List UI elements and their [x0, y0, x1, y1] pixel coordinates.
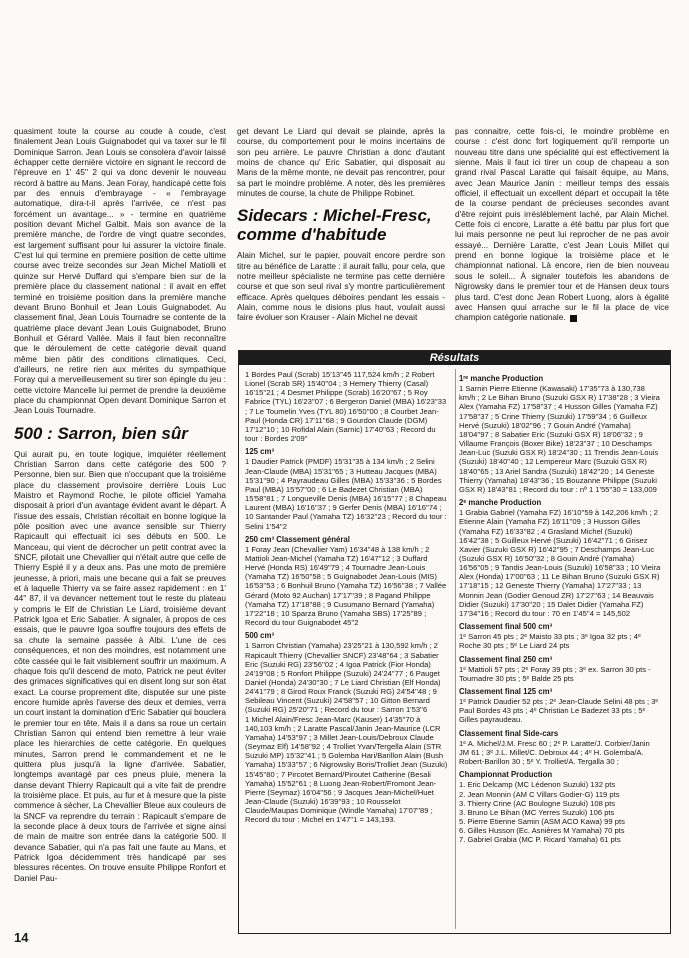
results-section: [459, 374, 662, 494]
article-paragraph: Alain Michel, sur le papier, pouvait encore perdre son titre au bénéfice de Laratte : il aurait fallu, pour cela, que notre meilleur spécialiste ne termine pas cette dernière course et que son seul rival s'y montre particulièrement efficace. Après quelques déboires pendant les essais - Alain, comme nous le disions plus haut, voulait aussi faire évoluer son Krauser - Alain Michel ne devait: [237, 250, 445, 323]
results-section-heading: Classement final Side-cars: [459, 728, 559, 738]
article-text: pas connaitre, cette fois-ci, le moindre problème en course : c'est donc fort logiquement qu'il remporte un nouveau titre dans une spécialité qui est effectivement la sienne. Mais il faut ici tirer un coup de chapeau a son grand rival Pascal Laratte qui faisait équipe, au Mans, avec Jean Maurice Janin : meilleur temps des essais officiel, il effectuait un excellent départ et occupait la tête de la course pendant de précieuses secondes avant d'être rejoint puis irrésléblement laché, par Alain Michel. Cette fois ci encore, Laratte a été battu par plus fort que lui mais personne ne peut lui reprocher de ne pas avoir essayé... Dernière Laratte, c'est Jean Louis Millet qui prend en bonne logique la troisième place et le championnat national. Là encore, rien de bien nouveau sous le soleil... À signaler toutefois les abandons de Nigrowsky dans le premier tour et de Hansen deux tours plus tard. C'est donc Jean Robert Luong, alors à égalité avec Hansen quui arrache sur le fil la place de vice champion catégorie nationale.: [455, 126, 669, 323]
results-section-text: 1 Foray Jean (Chevallier Yam) 16'34''48 à 138 km/h ; 2 Mattioli Jean-Michel (Yamaha TZ) 16'47''12 ; 3 Duffard Hervé (Honda RS) 16'49''79 ; 4 Tournadre Jean-Louis (Yamaha TZ) 16'50''58 ; 5 Guignabodet Jean-Louis (MIS) 16'53''53 ; 6 Bonhuil Bruno (Yamaha TZ) 16'56''38 ; 7 Vallée Gérard (Moto 92 Auchan) 17'17''39 ; 8 Pagand Philippe (Yamaha TZ) 17'18''88 ; 9 Cusumano Bernard (Yamaha) 17'22''18 ; 10 Sparza Bruno (Yamaha SBS) 17'25''89 ; Record du tour Guignabodet 45''2: [245, 544, 447, 628]
results-section-text: 1ᵉ Mattioli 57 pts ; 2ᵉ Foray 39 pts ; 3ᵉ ex. Sarron 30 pts - Tournadre 30 pts ; 5ᵉ Balde 25 pts: [459, 664, 651, 683]
results-section-heading: Classement final 500 cm³: [459, 622, 553, 632]
results-section: [245, 631, 449, 714]
column-1: [14, 126, 226, 883]
article-paragraph: get devant Le Liard qui devait se plainde, après la course, du comportement pour le moins incertains de son peu arrière. Le pauvre Christian a donc d'autant moins de chance qu' Eric Sabatier, qui disposait au Mans de la même monte, ne devait pas rencontrer, pour sa part le moindre problème. A noter, dès les premières minutes de course, la chute de Philippe Robinet.: [237, 126, 445, 199]
results-section-text: 1 Bordes Paul (Scrab) 15'13''45 117,524 km/h ; 2 Robert Lionel (Scrab SR) 15'40''04 ; 3 Hemery Thierry (Casal) 16'15''21 ; 4 Desmet Philippe (Scrab) 16'20''67 ; 5 Roy Fabrice (TYL) 16'23''07 ; 6 Bergeron Daniel (MBA) 16'23''33 ; 7 Le Toumelin Yves (TYL 80) 16'50''00 ; 8 Courbet Jean-Paul (Honda CR) 17'11''68 ; 9 Gourdon Claude (DGM) 17'12''10 ; 10 Rofidal Alain (Sarnic) 17'40''63 ; Record du tour : Bordes 2'09'': [245, 370, 447, 444]
section-heading-sidecars: Sidecars : Michel-Fresc, comme d'habitude: [237, 206, 432, 245]
results-section-heading: Classement final 250 cm³: [459, 654, 553, 664]
results-section-text: 1. Eric Delcamp (MC Lédenon Suzuki) 132 pts 2. Jean Monnin (AM C Villars Godier-G) 119 pts 3. Thierry Crine (AC Boulogne Suzuki) 108 pts 3. Bruno Le Bihan (MC Yerres Suzuki) 106 pts 5. Pierre Etienne Samin (ASM ACO Kawa) 99 pts 6. Gilles Husson (Ec. Asnières M Yamaha) 70 pts 7. Gabriel Grabia (MC P. Ricard Yamaha) 61 pts: [459, 780, 625, 845]
results-section-heading: 125 cm³: [245, 447, 275, 457]
results-section-text: 1 Sarron Christian (Yamaha) 23'25''21 à 130,592 km/h ; 2 Rapicault Thierry (Chevallier SNCF) 23'48''64 ; 3 Sabatier Eric (Suzuki RG) 23'56''02 ; 4 Igoa Patrick (Fior Honda) 24'19''08 ; 5 Ronfort Philippe (Suzuki) 24'24''77 ; 6 Pauget Daniel (Honda) 24'30''30 ; 7 Le Liard Christian (Elf Honda) 24'41''79 ; 8 Girod Roux Franck (Suzuki RG) 24'54''48 ; 9 Sebileau Vincent (Suzuki) 24'58''57 ; 10 Gitton Bernard (Suzuki RG) 25'20''71 ; Record du tour : Sarron 1'53''6: [245, 641, 441, 715]
results-title-text: Résultats: [429, 352, 480, 364]
results-section: [245, 447, 449, 530]
results-section: [459, 622, 662, 650]
results-section: [245, 535, 449, 628]
results-section: [459, 655, 662, 683]
page-number: 14: [14, 930, 29, 945]
results-section-text: 1 Grabia Gabriel (Yamaha FZ) 16'10''59 à 142,206 km/h ; 2 Etienne Alain (Yamaha FZ) 16'11''09 ; 3 Husson Gilles (Yamaha FZ) 16'33''82 ; 4 Grasland Michel (Suzuki) 16'42''38 ; 5 Guilleux Hervé (Suzuki) 16'42''71 ; 6 Grisez Xavier (Suzuki GSX R) 16'42''95 ; 7 Deschamps Jean-Luc (Suzuki GSX R) 16'50''32 ; 8 Gouin André (Yamaha) 16'56''05 ; 9 Tandis Jean-Louis (Suzuki) 16'58''33 ; 10 Vieira Alex (Honda) 17'00''63 ; 11 Le Bihan Bruno (Suzuki GSX R) 17'18''15 ; 12 Geneste Thierry (Yamaha) 17'27''33 ; 13 Monnin Jean (Godier Genoud ZR) 17'27''63 ; 14 Beauvais Didier (Suzuki) 17'30''20 ; 15 Dalet Didier (Yamaha FZ) 17'34''16 ; Record du tour : 70 en 1'45''4 = 145,502: [459, 508, 661, 618]
results-section: [245, 715, 449, 825]
article-paragraph: Qui aurait pu, en toute logique, imquiéter réellement Christian Sarron dans cette catégorie des 500 ? Personne, bien sur. Bien que n'occupant que la troisième place du classement provisoire derrière Louis Luc Maistro et Raymond Roche, le pilote officiel Yamaha disposait à priori d'un avantage évident avant le départ. À l'issue des essais, Christian récoltait en bonne logique la pôle position avec une avance sensible sur Thierry Rapicault qui effectuait ici ses débuts en 500. Le Manceau, qui vient de décrocher un petit contrat avec la SNCF, pilotait une Chevallier qui n'était autre que celle de Thierry Espié il y a deux ans. Pas une moto de première jeunesse, à priori, mais une becane qui a fait se preuves et à laquelle Thierry va se faire assez rapidement : en 1' 44'' 87, il va devancer nettement tout le reste du plateau y compris le Elf de Christian Le Liard, troisième devant Patrick Igoa et Eric Sabatier. À signaler, à propos de ces essais, que le pauvre Igoa souffre toujours des effets de sa chute la semaine passée à Albi. L'une de ces conséquences, et non des moindres, est notamment une côte cassée qui le fait visiblement souffrir un maximum. A chaque fois qu'il descend de moto, Patrick ne peut éviter des grimaces significatives qui en disent long sur son état exact. La course proprement dite, disputée sur une piste encore humide après l'averse des deux et demies, verra un court instant la domination d'Eric Sabatier qui bouclera le premier tour en tête. Mais il a dans sa roue un certain Christian Sarron qui entend bien remettre à leur vraie place les hierarchies de cette catégorie. En quelques minutes, Sarron prend le commandement et ne le quittera plus jusqu'à la ligne d'arrivée. Sabatier, longtemps avantagé par ces pneus pluie, menera la danse devant Thierry Rapicault qui a vite fait de prendre la troisième place. Et puis, au fur et à mesure que la piste commence à sécher, La Chevallier Bleue aux couleurs de la SNCF va reprendre du terrain : Rapicault s'empare de la seconde place à deux tours de l'arrivée et signe ainsi de main de maitre son entrée dans la catégorie 500. Il devance Sabatier, qui n'a pas fait une faute au Mans, et Patrick Igoa décidemment très handicapé par ses blessures récentes. On trouve ensuite Philippe Ronfort et Daniel Pau-: [14, 448, 226, 883]
article-paragraph: [455, 126, 669, 323]
results-section-heading: 250 cm³ Classement général: [245, 534, 350, 544]
results-box: [238, 350, 671, 934]
results-title: [239, 351, 670, 365]
article-paragraph: quasiment toute la course au coude à coude, c'est finalement Jean Louis Guignabodet qui va taxer sur le fil Dominique Sarron. Jean Louis se consolera d'avoir laissé échapper cette dernière victoire en signant le reccord de l'épreuve en 1' 45'' 2 qui va donc devenir le nouveau record à battre au Mans. Jean Foray, handicapé cette fois par des ennuis d'embrayage - « l'embrayage automatique, dira-t-il après l'arrivée, ce n'est pas forcément un avantage... » - termine en quatrième position devant Michel Galbit. Mais son avance de la première manche, de l'ordre de vingt quatre secondes, est largement suffisant pour lui assurer la victoire finale. C'est lui qui termine en premiere position de cette ultime course avec treize secondes sur Jean Michel Matiolli et quinze sur Hervé Duffard qui s'empare bien sur de la première place du classement national : il avait en effet terminé en troisième position dans la première manche devant Bruno Bonhuil et Jean Louis Guignabodet. Au classement final, Jean Louis Tournadre se contente de la quatrième place devant Jean Louis Guignabodet, Bruno Bonhuil et Gérard Vallée. Mais il faut bien reconnaître que le déroulement de cette catégorie devait quand même bien pâtir des conditions climatiques. Ceci, d'ailleurs, ne retire rien aux mérites du sympathique Foray qui a merveilleusement su tirer son épingle du jeu : cette victoire Mancelle lui permet de prendre la deuxième place du championnat Open devant Dominique Sarron et Jean Louis Tournadre.: [14, 126, 226, 416]
results-section-text: 1ᵉ Sarron 45 pts ; 2ᵉ Maisto 33 pts ; 3ᵉ Igoa 32 pts ; 4ᵉ Roche 30 pts ; 5ᵉ Le Liard 24 pts: [459, 632, 641, 651]
results-section-heading: Championnat Production: [459, 770, 553, 780]
results-section-text: 1 Michel Alain/Fresc Jean-Marc (Kauser) 14'35''70 à 140,103 km/h ; 2 Laratte Pascal/Janin Jean-Maurice (LCR Yamaha) 14'53''97 ; 3 Millet Jean-Louis/Debroux Claude (Seymaz Elf) 14'58''92 ; 4 Trolliet Yvan/Tergella Alain (STR Suzuki MP) 15'32''41 ; 5 Golemba Hari/Barillon Alain (Bush Yamaha) 15'33''57 ; 6 Nigrowsky Boris/Trolliet Jean (Suzuki) 15'45''80 ; 7 Pircotet Bernard/Piroutet Catherine (Besali Yamaha) 15'52''61 ; 8 Luong Jean-Robert/Fromont Jean-Pierre (Seymaz) 16'04''56 ; 9 Jacques Jean-Michel/Huet Jean-Claude (Suzuki) 16'39''93 ; 10 Rousselot Claude/Maupas Dominique (Windle Yamaha) 17'07''89 ; Record du tour : Michel en 1'47''1 = 143,193.: [245, 714, 448, 825]
column-3: [455, 126, 669, 323]
column-divider: [455, 369, 456, 929]
results-right-column: [459, 370, 662, 845]
results-section-text: 1ᵉ A. Michel/J.M. Fresc 60 ; 2ᵉ P. Laratte/J. Corbier/Janin JM 61 ; 3ᵉ J.L. Millet/C. Debroux 44 ; 4ᵉ H. Golemba/A. Robert-Barillon 30 ; 5ᵉ Y. Trolliet/A. Tergalla 30 ;: [459, 738, 650, 767]
results-section-heading: Classement final 125 cm³: [459, 687, 553, 696]
results-section-text: 1 Daudier Patrick (PMDF) 15'31''35 à 134 km/h ; 2 Selini Jean-Claude (MBA) 15'31''65 ; 3 Hutteau Jacques (MBA) 15'31''90 ; 4 Payraudeau Gilles (MBA) 15'33''36 ; 5 Bordes Paul (MBA) 15'57''00 ; 6 Le Badezet Christian (MBA) 15'58''81 ; 7 Longueville Denis (MBA) 16'15''77 ; 8 Chapeau Laurent (MBA) 16'16''37 ; 9 Gerfer Denis (MBA) 16'16''74 ; 10 Santander Paul (Yamaha TZ) 16'32''23 ; Record du tour : Selini 1'54''2: [245, 457, 447, 531]
results-section: [459, 687, 662, 725]
results-left-column: [245, 370, 449, 825]
results-section-heading: 1ʳᵉ manche Production: [459, 374, 544, 383]
results-section: [459, 729, 662, 767]
results-section: [459, 770, 662, 844]
results-section-text: 1ᵉ Patrick Daudier 52 pts ; 2ᵉ Jean-Claude Selini 48 pts ; 3ᵉ Paul Bordes 43 pts ; 4ᵉ Christian Le Badezet 33 pts ; 5ᵉ Gilles payraudeau.: [459, 697, 659, 725]
column-2: [237, 126, 445, 323]
section-heading-500: 500 : Sarron, bien sûr: [14, 423, 188, 443]
results-section-heading: 500 cm³: [245, 631, 275, 641]
results-section: [459, 498, 662, 618]
results-section-text: 1 Sarnin Pierre Etienne (Kawasaki) 17'35''73 à 130,738 km/h ; 2 Le Bihan Bruno (Suzuki GSX R) 17'38''28 ; 3 Vieira Alex (Yamaha FZ) 17'58''37 ; 4 Husson Gilles (Yamaha FZ) 17'58''37 ; 5 Crine Thierry (Suzuki) 17'59''34 ; 6 Guilleux Hervé (Suzuki) 18'02''96 ; 7 Gouin André (Yamaha) 18'04''97 ; 8 Sabatier Eric (Suzuki GSX R) 18'06''32 ; 9 Villaume François (Boxer Bike) 18'23''37 ; 10 Deschamps Jean-Luc (Suzuki GSX R) 18'24''30 ; 11 Trendis Jean-Louis (Suzuki) 18'40''40 ; 12 Lempereur Marc (Suzuki GSX R) 18'40''65 ; 13 Ariel Sandra (Suzuki) 18'42''20 ; 14 Geneste Thierry (Yamaha) 18'43''36 ; 15 Bouzanne Philippe (Suzuki GSX R) 18'43''81 ; Record du tour : nº 1 1'55''30 = 133,009: [459, 384, 660, 494]
results-section-heading: 2ᵉ manche Production: [459, 498, 542, 508]
results-section: [245, 370, 449, 443]
end-mark: [570, 315, 577, 322]
